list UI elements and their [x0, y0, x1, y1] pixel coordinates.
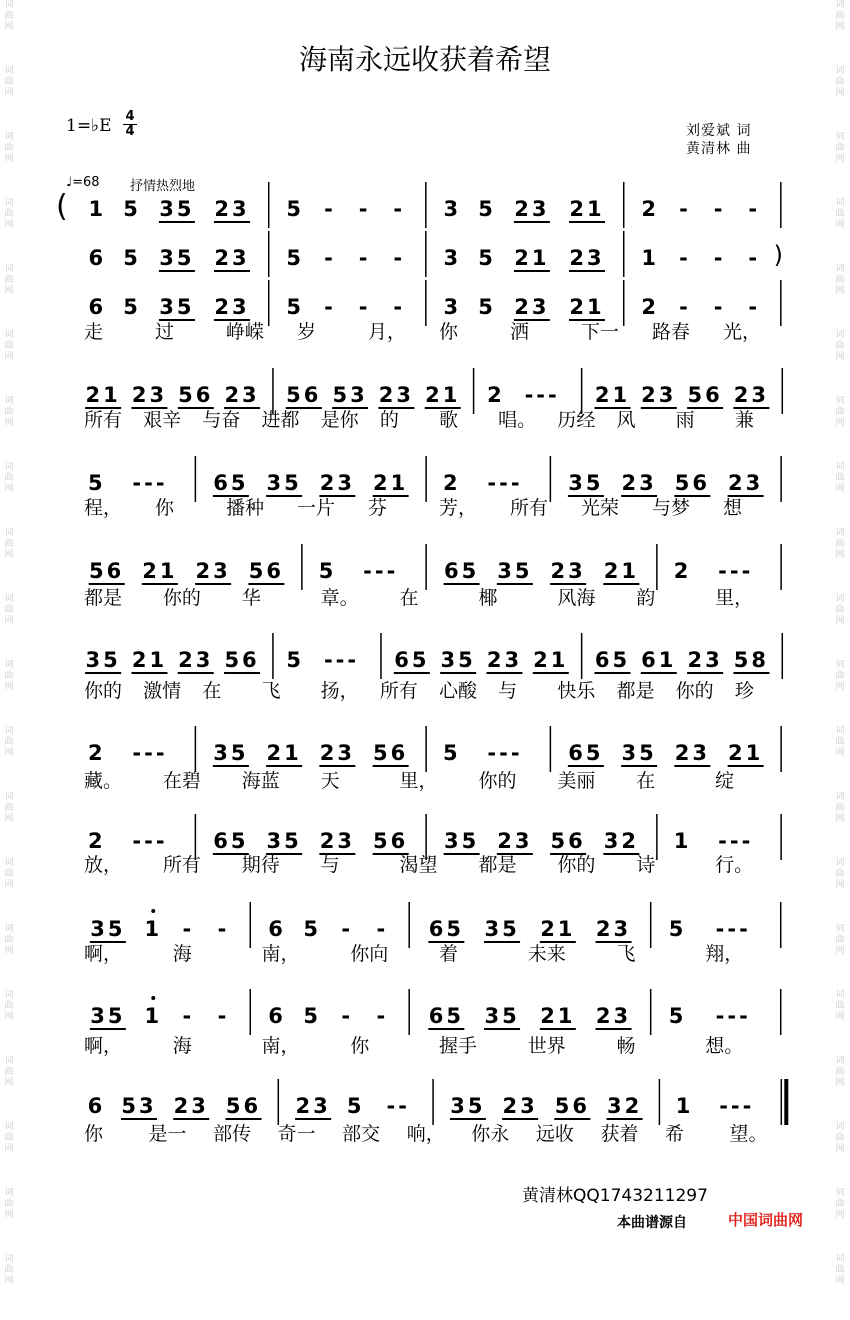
note-group: 5 — [286, 295, 305, 319]
note-group: 5 — [478, 197, 496, 221]
note-group: - — [748, 197, 761, 221]
lyric-syllable: 美丽 — [557, 770, 596, 792]
note-group: 56 — [674, 471, 710, 495]
lyric-syllable: 你向 — [350, 943, 389, 965]
note-group: 1 — [673, 829, 692, 853]
lyric-syllable: 想 — [723, 497, 743, 519]
note-group: 5 — [668, 1004, 687, 1028]
note-group: 21 — [594, 383, 631, 407]
note-group: 65 — [568, 741, 604, 765]
song-title: 海南永远收获着希望 — [298, 43, 551, 76]
note-group: - — [679, 295, 691, 319]
lyric-syllable: 是一 — [148, 1123, 187, 1145]
lyric-syllable: 扬， — [320, 680, 359, 702]
note-group: - — [393, 295, 406, 319]
high-octave-dot — [151, 996, 155, 1000]
note-group: - — [324, 295, 336, 319]
lyric-syllable: 所有 — [510, 497, 549, 519]
lyric-syllable: 南， — [261, 943, 300, 965]
note-group: 58 — [733, 648, 770, 672]
lyricist-credit: 刘爱斌 词 — [686, 123, 752, 139]
lyric-syllable: 路春 — [652, 321, 691, 343]
note-group: 21 — [514, 246, 550, 270]
lyric-syllable: 月， — [368, 321, 407, 343]
note-group: 32 — [603, 829, 639, 853]
lyric-syllable: 华 — [241, 587, 261, 609]
lyric-syllable: 未来 — [527, 943, 566, 965]
lyric-syllable: 光荣 — [581, 497, 620, 519]
note-group: 35 — [159, 295, 195, 319]
note-group: - — [393, 246, 406, 270]
note-group: - — [376, 917, 389, 941]
lyric-syllable: 渴望 — [399, 854, 438, 876]
note-group: 23 — [502, 1094, 538, 1118]
note-group: 35 — [450, 1094, 486, 1118]
note-group: 23 — [687, 648, 723, 672]
note-group: 65 — [213, 829, 249, 853]
note-group: 23 — [319, 741, 355, 765]
lyric-syllable: 诗 — [636, 854, 656, 876]
note-group: 2 — [442, 471, 461, 495]
lyric-syllable: 你永 — [471, 1123, 510, 1145]
note-group: - — [748, 295, 761, 319]
repeat-open-paren: ( — [56, 189, 68, 224]
time-signature-bottom: 4 — [123, 124, 137, 139]
note-group: 32 — [606, 1094, 643, 1118]
note-group: - — [324, 246, 336, 270]
lyric-syllable: 快乐 — [557, 680, 596, 702]
lyric-syllable: 响， — [406, 1123, 445, 1145]
lyric-syllable: 行。 — [715, 854, 754, 876]
lyric-syllable: 你的 — [84, 680, 123, 702]
note-group: 6 — [268, 917, 286, 941]
note-group: --- — [132, 741, 168, 765]
note-group: 35 — [568, 471, 604, 495]
note-group: --- — [718, 559, 754, 583]
note-group: 35 — [497, 559, 533, 583]
note-group: - — [358, 295, 371, 319]
time-signature-top: 4 — [125, 109, 135, 124]
lyric-syllable: 握手 — [439, 1035, 478, 1057]
note-group: 56 — [550, 829, 586, 853]
note-group: 35 — [85, 648, 121, 672]
note-group: 2 — [673, 559, 692, 583]
note-group: 35 — [159, 246, 195, 270]
note-group: 21 — [540, 917, 576, 941]
lyric-syllable: 走 — [84, 321, 104, 343]
note-group: 35 — [440, 648, 476, 672]
note-group: 23 — [514, 197, 550, 221]
note-group: 21 — [131, 648, 168, 672]
lyric-syllable: 藏。 — [84, 770, 123, 792]
note-group: 35 — [90, 1004, 126, 1028]
lyric-syllable: 与 — [498, 680, 518, 702]
lyric-syllable: 都是 — [616, 680, 655, 702]
lyric-syllable: 远收 — [535, 1123, 574, 1145]
note-group: 23 — [550, 559, 586, 583]
note-group: 5 — [303, 1004, 322, 1028]
note-group: 5 — [123, 246, 141, 270]
note-group: --- — [715, 1004, 751, 1028]
note-group: 23 — [595, 917, 632, 941]
note-group: - — [679, 197, 691, 221]
note-group: 5 — [286, 648, 305, 672]
lyric-syllable: 啊， — [84, 1035, 123, 1057]
lyric-syllable: 世界 — [527, 1035, 566, 1057]
note-group: 56 — [373, 741, 409, 765]
note-group: 21 — [266, 741, 302, 765]
note-group: 35 — [266, 471, 302, 495]
lyric-syllable: 章。 — [320, 587, 359, 609]
note-group: 56 — [178, 383, 214, 407]
lyric-syllable: 里， — [715, 587, 754, 609]
note-group: 23 — [295, 1094, 331, 1118]
lyric-syllable: 部交 — [342, 1123, 381, 1145]
lyric-syllable: 程， — [84, 497, 123, 519]
note-group: -- — [386, 1094, 410, 1118]
lyric-syllable: 与梦 — [652, 497, 691, 519]
note-group: 35 — [213, 741, 249, 765]
note-group: 5 — [478, 295, 496, 319]
note-group: - — [679, 246, 691, 270]
lyric-syllable: 海 — [172, 1035, 192, 1057]
note-group: 3 — [443, 246, 462, 270]
note-group: --- — [715, 917, 751, 941]
note-group: - — [393, 197, 406, 221]
note-group: 23 — [214, 295, 250, 319]
lyric-syllable: 与 — [320, 854, 340, 876]
note-group: 61 — [641, 648, 677, 672]
lyric-syllable: 进都 — [261, 409, 300, 431]
note-group: --- — [323, 648, 360, 672]
lyric-syllable: 光， — [723, 321, 762, 343]
note-group: 6 — [88, 295, 107, 319]
lyric-syllable: 望。 — [729, 1123, 768, 1145]
lyric-syllable: 椰 — [478, 587, 498, 609]
lyric-syllable: 期待 — [241, 854, 280, 876]
note-group: - — [713, 197, 726, 221]
note-group: 53 — [332, 383, 368, 407]
lyric-syllable: 芬 — [368, 497, 388, 519]
note-group: 3 — [443, 295, 462, 319]
note-group: --- — [132, 829, 168, 853]
note-group: 56 — [224, 648, 260, 672]
note-group: 2 — [87, 741, 106, 765]
lyric-syllable: 啊， — [84, 943, 123, 965]
note-group: - — [182, 917, 195, 941]
note-group: - — [341, 917, 354, 941]
contact-info: 黄清林QQ1743211297 — [522, 1186, 708, 1206]
lyric-syllable: 峥嵘 — [226, 321, 265, 343]
note-group: 23 — [486, 648, 523, 672]
lyric-syllable: 是你 — [320, 409, 359, 431]
lyric-syllable: 珍 — [734, 680, 754, 702]
lyric-syllable: 唱。 — [498, 409, 537, 431]
lyric-syllable: 畅 — [616, 1035, 636, 1057]
note-group: 2 — [641, 295, 660, 319]
note-group: 56 — [687, 383, 723, 407]
lyric-syllable: 你的 — [675, 680, 714, 702]
note-group: 6 — [268, 1004, 286, 1028]
note-group: 6 — [87, 1094, 106, 1118]
note-group: 35 — [484, 1004, 520, 1028]
lyric-syllable: 奇一 — [277, 1123, 316, 1145]
note-group: 56 — [554, 1094, 590, 1118]
lyric-syllable: 的 — [379, 409, 399, 431]
lyric-syllable: 南， — [261, 1035, 300, 1057]
note-group: 23 — [195, 559, 231, 583]
note-group: 65 — [444, 559, 480, 583]
note-group: 3 — [443, 197, 462, 221]
note-group: 35 — [484, 917, 520, 941]
note-group: 56 — [373, 829, 409, 853]
lyric-syllable: 心酸 — [439, 680, 478, 702]
note-group: 2 — [87, 829, 106, 853]
note-group: 23 — [319, 471, 355, 495]
note-group: 23 — [514, 295, 550, 319]
lyric-syllable: 与奋 — [202, 409, 241, 431]
note-group: 2 — [641, 197, 660, 221]
lyric-syllable: 兼 — [734, 409, 754, 431]
note-group: 23 — [173, 1094, 209, 1118]
note-group: 21 — [569, 197, 605, 221]
lyric-syllable: 历经 — [557, 409, 596, 431]
note-group: --- — [524, 383, 560, 407]
note-group: 1 — [144, 1004, 163, 1028]
lyric-syllable: 里， — [399, 770, 438, 792]
expression-mark: 抒情热烈地 — [130, 179, 196, 194]
lyric-syllable: 雨 — [675, 409, 695, 431]
note-group: 1 — [675, 1094, 694, 1118]
note-group: - — [182, 1004, 195, 1028]
note-group: --- — [487, 741, 523, 765]
note-group: 1 — [641, 246, 660, 270]
note-group: 23 — [621, 471, 657, 495]
lyric-syllable: 下一 — [581, 321, 620, 343]
lyric-syllable: 着 — [439, 943, 459, 965]
note-group: 21 — [533, 648, 569, 672]
note-group: 5 — [286, 246, 305, 270]
note-group: 6 — [88, 246, 107, 270]
repeat-close-paren: ) — [773, 241, 784, 269]
lyric-syllable: 播种 — [226, 497, 265, 519]
lyric-syllable: 所有 — [379, 680, 418, 702]
note-group: 23 — [214, 246, 250, 270]
note-group: --- — [487, 471, 523, 495]
note-group: 23 — [569, 246, 605, 270]
lyric-syllable: 风 — [616, 409, 636, 431]
right-watermark: 词 曲 网 词 曲 网 词 曲 网 词 曲 网 词 曲 网 词 曲 网 词 曲 网 词 曲 网 词 曲 网 词 曲 网 词 曲 网 词 曲 网 词 曲 网 词 曲 网 词 曲 网 词 曲 网 词 曲 网 词 曲 网 词 曲 网 词 曲 网 — [835, 0, 845, 1286]
note-group: 5 — [668, 917, 687, 941]
note-group: - — [713, 295, 726, 319]
note-group: - — [341, 1004, 354, 1028]
note-group: 21 — [540, 1004, 576, 1028]
lyric-syllable: 芳， — [439, 497, 478, 519]
note-group: - — [376, 1004, 389, 1028]
high-octave-dot — [151, 909, 155, 913]
note-group: 35 — [90, 917, 126, 941]
note-group: - — [217, 1004, 230, 1028]
lyric-syllable: 你的 — [162, 587, 201, 609]
lyric-syllable: 都是 — [478, 854, 517, 876]
note-group: --- — [719, 1094, 755, 1118]
lyric-syllable: 所有 — [84, 409, 123, 431]
note-group: 56 — [225, 1094, 262, 1118]
note-group: 65 — [428, 917, 464, 941]
lyric-syllable: 希 — [664, 1123, 684, 1145]
note-group: 5 — [286, 197, 305, 221]
lyric-syllable: 飞 — [616, 943, 636, 965]
tempo-mark: ♩=68 — [66, 175, 100, 190]
note-group: - — [713, 246, 726, 270]
note-group: 35 — [621, 741, 657, 765]
note-group: 23 — [178, 648, 214, 672]
note-group: 23 — [214, 197, 250, 221]
lyric-syllable: 你 — [84, 1123, 104, 1145]
note-group: 23 — [733, 383, 770, 407]
lyric-syllable: 风海 — [557, 587, 596, 609]
lyric-syllable: 翔， — [705, 943, 744, 965]
note-group: 21 — [425, 383, 461, 407]
left-watermark: 词 曲 网 词 曲 网 词 曲 网 词 曲 网 词 曲 网 词 曲 网 词 曲 网 词 曲 网 词 曲 网 词 曲 网 词 曲 网 词 曲 网 词 曲 网 词 曲 网 词 曲 网 词 曲 网 词 曲 网 词 曲 网 词 曲 网 词 曲 网 — [4, 0, 14, 1286]
note-group: 56 — [286, 383, 322, 407]
lyric-syllable: 放， — [84, 854, 123, 876]
note-group: 35 — [266, 829, 302, 853]
note-group: 35 — [444, 829, 480, 853]
lyric-syllable: 部传 — [213, 1123, 252, 1145]
lyric-syllable: 过 — [155, 321, 175, 343]
note-group: - — [358, 197, 371, 221]
note-group: 53 — [121, 1094, 157, 1118]
lyric-syllable: 岁 — [297, 321, 317, 343]
note-group: --- — [132, 471, 168, 495]
lyric-syllable: 获着 — [600, 1123, 639, 1145]
lyric-syllable: 你 — [439, 321, 459, 343]
lyric-syllable: 洒 — [510, 321, 530, 343]
note-group: 23 — [497, 829, 533, 853]
lyric-syllable: 你的 — [557, 854, 596, 876]
lyric-syllable: 你的 — [478, 770, 517, 792]
lyric-syllable: 在 — [202, 680, 222, 702]
source-site: 中国词曲网 — [728, 1211, 804, 1229]
note-group: 5 — [478, 246, 496, 270]
note-group: 5 — [123, 197, 141, 221]
note-group: 23 — [378, 383, 415, 407]
lyric-syllable: 飞 — [261, 680, 281, 702]
note-group: 23 — [319, 829, 355, 853]
note-group: 5 — [442, 741, 461, 765]
composer-credit: 黄清林 曲 — [686, 141, 752, 157]
note-group: 1 — [88, 197, 107, 221]
note-group: - — [217, 917, 230, 941]
lyric-syllable: 所有 — [162, 854, 201, 876]
note-group: - — [324, 197, 336, 221]
note-group: 21 — [603, 559, 639, 583]
lyric-syllable: 一片 — [297, 497, 336, 519]
note-group: 35 — [159, 197, 195, 221]
lyric-syllable: 想。 — [705, 1035, 744, 1057]
note-group: 21 — [728, 741, 764, 765]
note-group: --- — [363, 559, 399, 583]
lyric-syllable: 你 — [350, 1035, 370, 1057]
note-group: 21 — [373, 471, 409, 495]
lyric-syllable: 绽 — [715, 770, 735, 792]
key-signature: 1=♭E — [66, 116, 112, 136]
note-group: 23 — [641, 383, 677, 407]
lyric-syllable: 海 — [172, 943, 192, 965]
note-group: 65 — [394, 648, 430, 672]
note-group: 23 — [728, 471, 764, 495]
lyric-syllable: 你 — [155, 497, 175, 519]
note-group: 5 — [346, 1094, 365, 1118]
note-group: 2 — [487, 383, 505, 407]
lyric-syllable: 在 — [399, 587, 419, 609]
lyric-syllable: 激情 — [143, 680, 182, 702]
source-label: 本曲谱源自 — [617, 1215, 687, 1231]
note-group: 21 — [569, 295, 605, 319]
lyric-syllable: 艰辛 — [143, 409, 182, 431]
note-group: 5 — [123, 295, 141, 319]
note-group: - — [358, 246, 371, 270]
note-group: 5 — [318, 559, 337, 583]
lyric-syllable: 海蓝 — [241, 770, 280, 792]
lyric-syllable: 天 — [320, 770, 340, 792]
note-group: --- — [718, 829, 754, 853]
lyric-syllable: 在碧 — [162, 770, 201, 792]
lyric-syllable: 歌 — [439, 409, 459, 431]
note-group: 23 — [131, 383, 168, 407]
note-group: - — [748, 246, 761, 270]
note-group: 5 — [303, 917, 322, 941]
note-group: 65 — [594, 648, 631, 672]
note-group: 65 — [428, 1004, 464, 1028]
lyric-syllable: 韵 — [636, 587, 656, 609]
note-group: 5 — [87, 471, 106, 495]
note-group: 23 — [674, 741, 710, 765]
note-group: 1 — [144, 917, 163, 941]
note-group: 56 — [248, 559, 284, 583]
lyric-syllable: 在 — [636, 770, 656, 792]
note-group: 23 — [595, 1004, 632, 1028]
note-group: 21 — [142, 559, 178, 583]
note-group: 56 — [89, 559, 125, 583]
note-group: 65 — [213, 471, 249, 495]
lyric-syllable: 都是 — [84, 587, 123, 609]
note-group: 21 — [85, 383, 121, 407]
note-group: 23 — [224, 383, 260, 407]
